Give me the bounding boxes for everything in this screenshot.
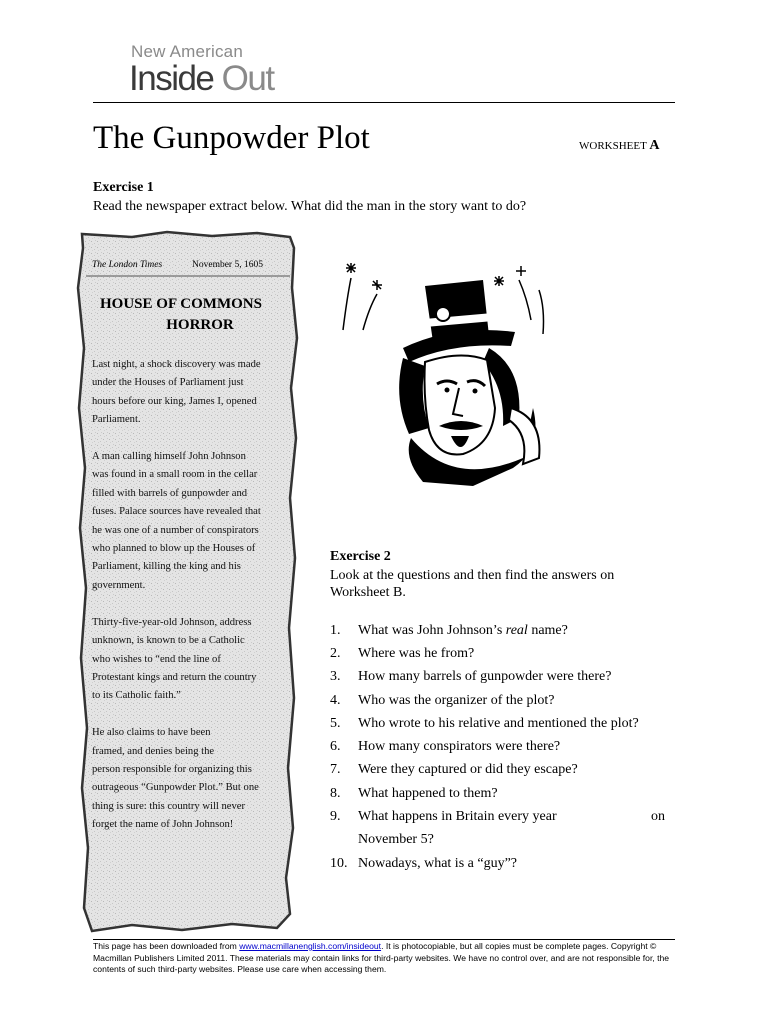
question-tail: on <box>651 809 665 825</box>
newspaper-line: Parliament. <box>92 414 141 426</box>
question-item <box>330 712 670 735</box>
question-text: Who wrote to his relative and mentioned the plot? <box>358 715 639 731</box>
question-text: Were they captured or did they escape? <box>358 762 578 778</box>
newspaper-extract <box>72 228 304 938</box>
newspaper-line: thing is sure: this country will never <box>92 800 245 812</box>
worksheet-label: WORKSHEET A <box>579 138 660 153</box>
exercise1-instruction: Read the newspaper extract below. What did the man in the story want to do? <box>93 199 527 214</box>
exercise2-instruction-line2: Worksheet B. <box>330 585 406 600</box>
newspaper-line: who planned to blow up the Houses of <box>92 543 256 555</box>
newspaper-line: who wishes to “end the line of <box>92 653 221 665</box>
question-number: 4. <box>330 692 341 708</box>
newspaper-line <box>92 430 292 448</box>
newspaper-line: to its Catholic faith.” <box>92 690 181 702</box>
question-text: How many barrels of gunpowder were there? <box>358 669 612 685</box>
newspaper-line: hours before our king, James I, opened <box>92 395 257 407</box>
question-text: How many conspirators were there? <box>358 739 561 755</box>
question-text: Nowadays, what is a “guy”? <box>358 855 518 871</box>
newspaper-line: framed, and denies being the <box>92 745 215 757</box>
question-number: 6. <box>330 739 341 755</box>
question-text: Where was he from? <box>358 645 475 661</box>
question-text: What happened to them? <box>358 785 498 801</box>
question-number: 2. <box>330 645 341 661</box>
question-continuation: November 5? <box>358 832 434 848</box>
question-item <box>330 805 670 828</box>
newspaper-line: he was one of a number of conspirators <box>92 524 259 536</box>
newspaper-line: outrageous “Gunpowder Plot.” But one <box>92 782 259 794</box>
question-item <box>330 642 670 665</box>
question-item <box>330 852 670 875</box>
footer-notice: This page has been downloaded from www.macmillanenglish.com/insideout. It is photocopiable, but all copies must be complete pages. Copyright © Macmillan Publishers Limited 2011. These materials may contain links for third-party websites. We have no control over, and are not responsible for, the contents of such third-party websites. Please use care when accessing them. <box>93 941 670 974</box>
newspaper-line: Protestant kings and return the country <box>92 671 257 683</box>
newspaper-line: under the Houses of Parliament just <box>92 377 244 389</box>
question-item <box>330 782 670 805</box>
question-item <box>330 735 670 758</box>
newspaper-line: fuses. Palace sources have revealed that <box>92 506 261 518</box>
question-item <box>330 666 670 689</box>
question-number: 8. <box>330 785 341 801</box>
newspaper-line: unknown, is known to be a Catholic <box>92 635 245 647</box>
header-rule <box>93 102 675 103</box>
exercise1-heading: Exercise 1 <box>93 180 154 195</box>
newspaper-line: was found in a small room in the cellar <box>92 469 258 481</box>
logo-word-out: Out <box>221 59 274 98</box>
newspaper-line: filled with barrels of gunpowder and <box>92 487 248 499</box>
newspaper-date: November 5, 1605 <box>192 260 263 270</box>
question-number: 5. <box>330 715 341 731</box>
newspaper-line: He also claims to have been <box>92 727 211 739</box>
question-number: 1. <box>330 622 341 638</box>
newspaper-line: Last night, a shock discovery was made <box>92 359 261 370</box>
newspaper-name: The London Times <box>92 260 163 270</box>
exercise2-instruction-line1: Look at the questions and then find the answers on <box>330 568 615 583</box>
guy-fawkes-illustration <box>333 258 573 488</box>
question-text: Who was the organizer of the plot? <box>358 692 555 708</box>
question-text: What happens in Britain every year <box>358 809 557 825</box>
question-item <box>330 619 670 642</box>
question-item <box>330 689 670 712</box>
newspaper-line <box>92 595 292 613</box>
newspaper-line: government. <box>92 579 146 591</box>
question-number: 9. <box>330 809 341 825</box>
newspaper-line: Parliament, killing the king and his <box>92 561 241 573</box>
question-number: 3. <box>330 669 341 685</box>
newspaper-body <box>92 356 292 835</box>
question-number: 10. <box>330 855 348 871</box>
footer-link[interactable]: www.macmillanenglish.com/insideout <box>239 941 382 951</box>
page-title: The Gunpowder Plot <box>93 120 370 156</box>
newspaper-line: forget the name of John Johnson! <box>92 819 234 831</box>
logo <box>129 59 274 99</box>
question-text: What was John Johnson’s real name? <box>358 622 568 638</box>
newspaper-line: Thirty-five-year-old Johnson, address <box>92 616 252 628</box>
logo-word-inside: Inside <box>129 59 214 98</box>
newspaper-line <box>92 706 292 724</box>
newspaper-line: person responsible for organizing this <box>92 763 252 775</box>
question-number: 7. <box>330 762 341 778</box>
footer-rule <box>93 939 675 940</box>
logo-subtitle: New American <box>131 42 243 61</box>
newspaper-headline: HOUSE OF COMMONS HORROR <box>100 296 262 333</box>
exercise2-heading: Exercise 2 <box>330 549 391 564</box>
question-list <box>330 619 670 875</box>
newspaper-line: A man calling himself John Johnson <box>92 451 246 463</box>
question-item <box>330 759 670 782</box>
